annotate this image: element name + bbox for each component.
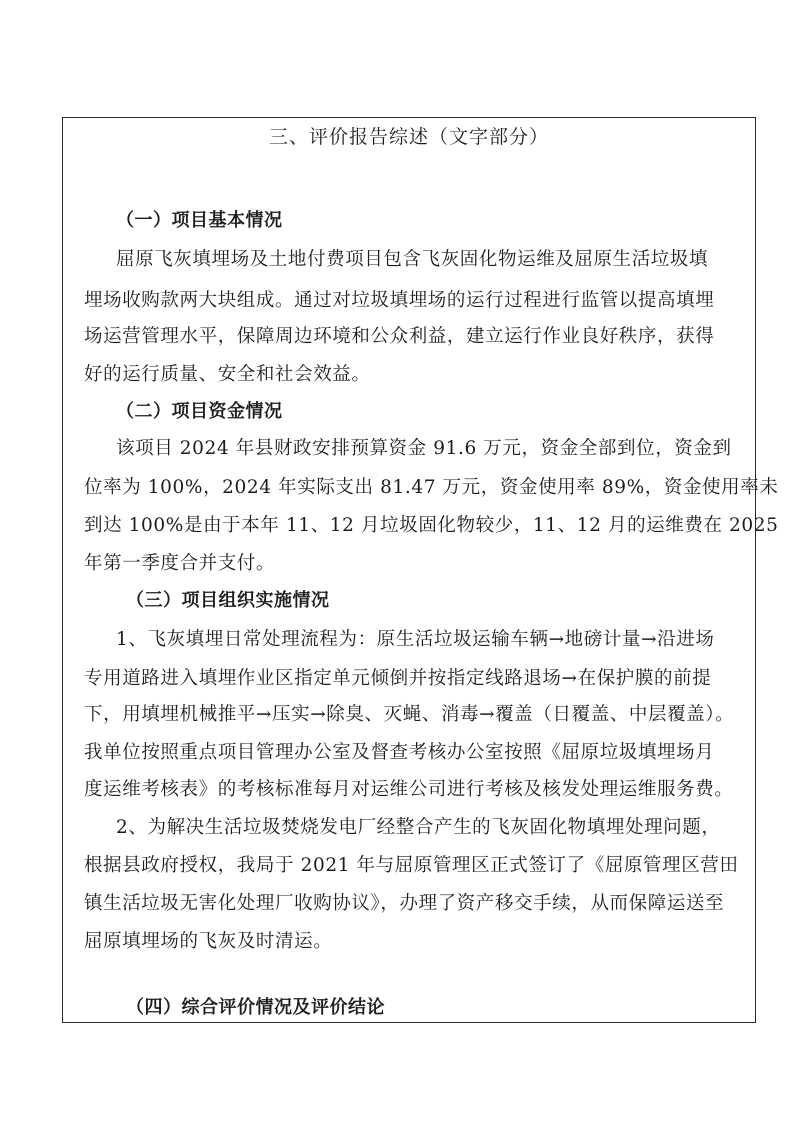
- page-title: 三、评价报告综述（文字部分）: [268, 126, 549, 148]
- paragraph-line: 埋场收购款两大块组成。通过对垃圾填埋场的运行过程进行监管以提高填埋: [84, 290, 715, 311]
- paragraph-line: 我单位按照重点项目管理办公室及督查考核办公室按照《屈原垃圾填埋场月: [84, 742, 715, 763]
- paragraph-line: 专用道路进入填埋作业区指定单元倾倒并按指定线路退场→在保护膜的前提: [84, 668, 712, 689]
- paragraph-line: 到达 100%是由于本年 11、12 月垃圾固化物较少，11、12 月的运维费在 2025: [84, 515, 779, 536]
- paragraph-line: 年第一季度合并支付。: [84, 553, 276, 574]
- paragraph-line: 好的运行质量、安全和社会效益。: [84, 364, 371, 385]
- section-heading-implementation: （三）项目组织实施情况: [126, 590, 330, 611]
- paragraph-line: 该项目 2024 年县财政安排预算资金 91.6 万元，资金全部到位，资金到: [116, 438, 732, 459]
- paragraph-line: 根据县政府授权，我局于 2021 年与屈原管理区正式签订了《屈原管理区营田: [84, 855, 739, 876]
- section-heading-basic-info: （一）项目基本情况: [116, 210, 283, 231]
- section-heading-evaluation: （四）综合评价情况及评价结论: [126, 997, 385, 1018]
- paragraph-line: 镇生活垃圾无害化处理厂收购协议》，办理了资产移交手续，从而保障运送至: [84, 893, 725, 914]
- paragraph-line: 2、为解决生活垃圾焚烧发电厂经整合产生的飞灰固化物填埋处理问题，: [116, 817, 721, 838]
- paragraph-line: 下，用填埋机械推平→压实→除臭、灭蝇、消毒→覆盖（日覆盖、中层覆盖）。: [84, 704, 735, 725]
- paragraph-line: 屈原飞灰填埋场及土地付费项目包含飞灰固化物运维及屈原生活垃圾填: [116, 249, 709, 270]
- paragraph-line: 度运维考核表》的考核标准每月对运维公司进行考核及核发处理运维服务费。: [84, 779, 734, 800]
- paragraph-line: 场运营管理水平，保障周边环境和公众利益，建立运行作业良好秩序，获得: [84, 326, 715, 347]
- paragraph-line: 屈原填埋场的飞灰及时清运。: [84, 931, 333, 952]
- paragraph-line: 位率为 100%，2024 年实际支出 81.47 万元，资金使用率 89%，资金使用率未: [84, 477, 779, 498]
- paragraph-line: 1、飞灰填埋日常处理流程为：原生活垃圾运输车辆→地磅计量→沿进场: [116, 629, 715, 650]
- section-heading-funding: （二）项目资金情况: [116, 401, 283, 422]
